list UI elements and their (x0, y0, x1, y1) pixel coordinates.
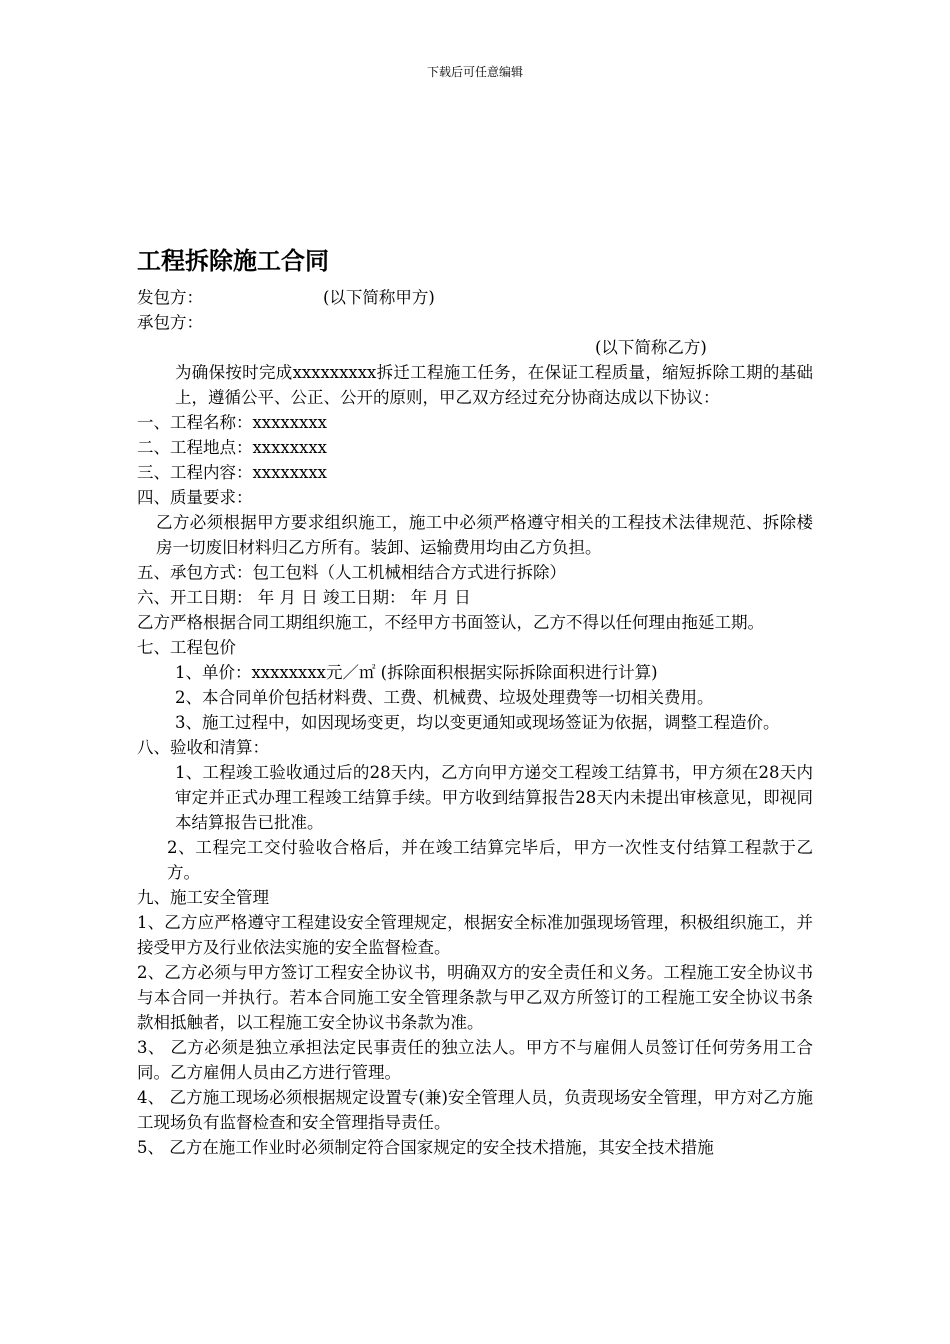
party-b-suffix: (以下简称乙方) (595, 338, 707, 357)
clause-9-4: 4、 乙方施工现场必须根据规定设置专(兼)安全管理人员，负责现场安全管理，甲方对乙方施工现场负有监督检查和安全管理指导责任。 (137, 1088, 813, 1132)
page-header-note: 下载后可任意编辑 (426, 65, 523, 79)
clause-6: 六、开工日期： 年 月 日 竣工日期： 年 月 日 (137, 588, 471, 607)
clause-7-2: 2、本合同单价包括材料费、工费、机械费、垃圾处理费等一切相关费用。 (175, 688, 714, 707)
party-b-label: 承包方： (137, 313, 203, 332)
clause-5: 五、承包方式：包工包料（人工机械相结合方式进行拆除） (137, 563, 566, 582)
clause-8-1: 1、工程竣工验收通过后的28天内，乙方向甲方递交工程竣工结算书，甲方须在28天内审定并正式办理工程竣工结算手续。甲方收到结算报告28天内未提出审核意见，即视同本结算报告已批准。 (175, 763, 813, 832)
contract-title: 工程拆除施工合同 (137, 247, 329, 275)
clause-9-5: 5、 乙方在施工作业时必须制定符合国家规定的安全技术措施，其安全技术措施 (137, 1138, 714, 1157)
intro-paragraph: 为确保按时完成xxxxxxxxx拆迁工程施工任务，在保证工程质量，缩短拆除工期的基础上，遵循公平、公正、公开的原则，甲乙双方经过充分协商达成以下协议： (175, 363, 813, 407)
clause-9-2: 2、乙方必须与甲方签订工程安全协议书，明确双方的安全责任和义务。工程施工安全协议书与本合同一并执行。若本合同施工安全管理条款与甲乙双方所签订的工程施工安全协议书条款相抵触者，以工程施工安全协议书条款为准。 (137, 963, 813, 1032)
clause-3: 三、工程内容：xxxxxxxx (137, 463, 327, 482)
clause-9-3: 3、 乙方必须是独立承担法定民事责任的独立法人。甲方不与雇佣人员签订任何劳务用工合同。乙方雇佣人员由乙方进行管理。 (137, 1038, 813, 1082)
party-a-line (137, 285, 813, 310)
clause-7-1: 1、单价：xxxxxxxx元／㎡ (拆除面积根据实际拆除面积进行计算) (175, 663, 658, 682)
clause-7-heading: 七、工程包价 (137, 638, 236, 657)
clause-9-1: 1、乙方应严格遵守工程建设安全管理规定，根据安全标准加强现场管理，积极组织施工，并接受甲方及行业依法实施的安全监督检查。 (137, 913, 813, 957)
clause-4-heading: 四、质量要求： (137, 488, 253, 507)
clause-2: 二、工程地点：xxxxxxxx (137, 438, 327, 457)
clause-6-text: 乙方严格根据合同工期组织施工，不经甲方书面签认，乙方不得以任何理由拖延工期。 (137, 613, 764, 632)
clause-7-3: 3、施工过程中，如因现场变更，均以变更通知或现场签证为依据，调整工程造价。 (175, 713, 780, 732)
clause-1: 一、工程名称：xxxxxxxx (137, 413, 327, 432)
party-a-label: 发包方： (137, 288, 203, 307)
party-a-suffix: (以下简称甲方) (323, 288, 435, 307)
clause-9-heading: 九、施工安全管理 (137, 888, 269, 907)
clause-8-heading: 八、验收和清算： (137, 738, 269, 757)
clause-4-text: 乙方必须根据甲方要求组织施工，施工中必须严格遵守相关的工程技术法律规范、拆除楼房一切废旧材料归乙方所有。装卸、运输费用均由乙方负担。 (156, 513, 813, 557)
clause-8-2: 2、工程完工交付验收合格后，并在竣工结算完毕后，甲方一次性支付结算工程款于乙方。 (167, 838, 813, 882)
contract-body (137, 285, 813, 1160)
